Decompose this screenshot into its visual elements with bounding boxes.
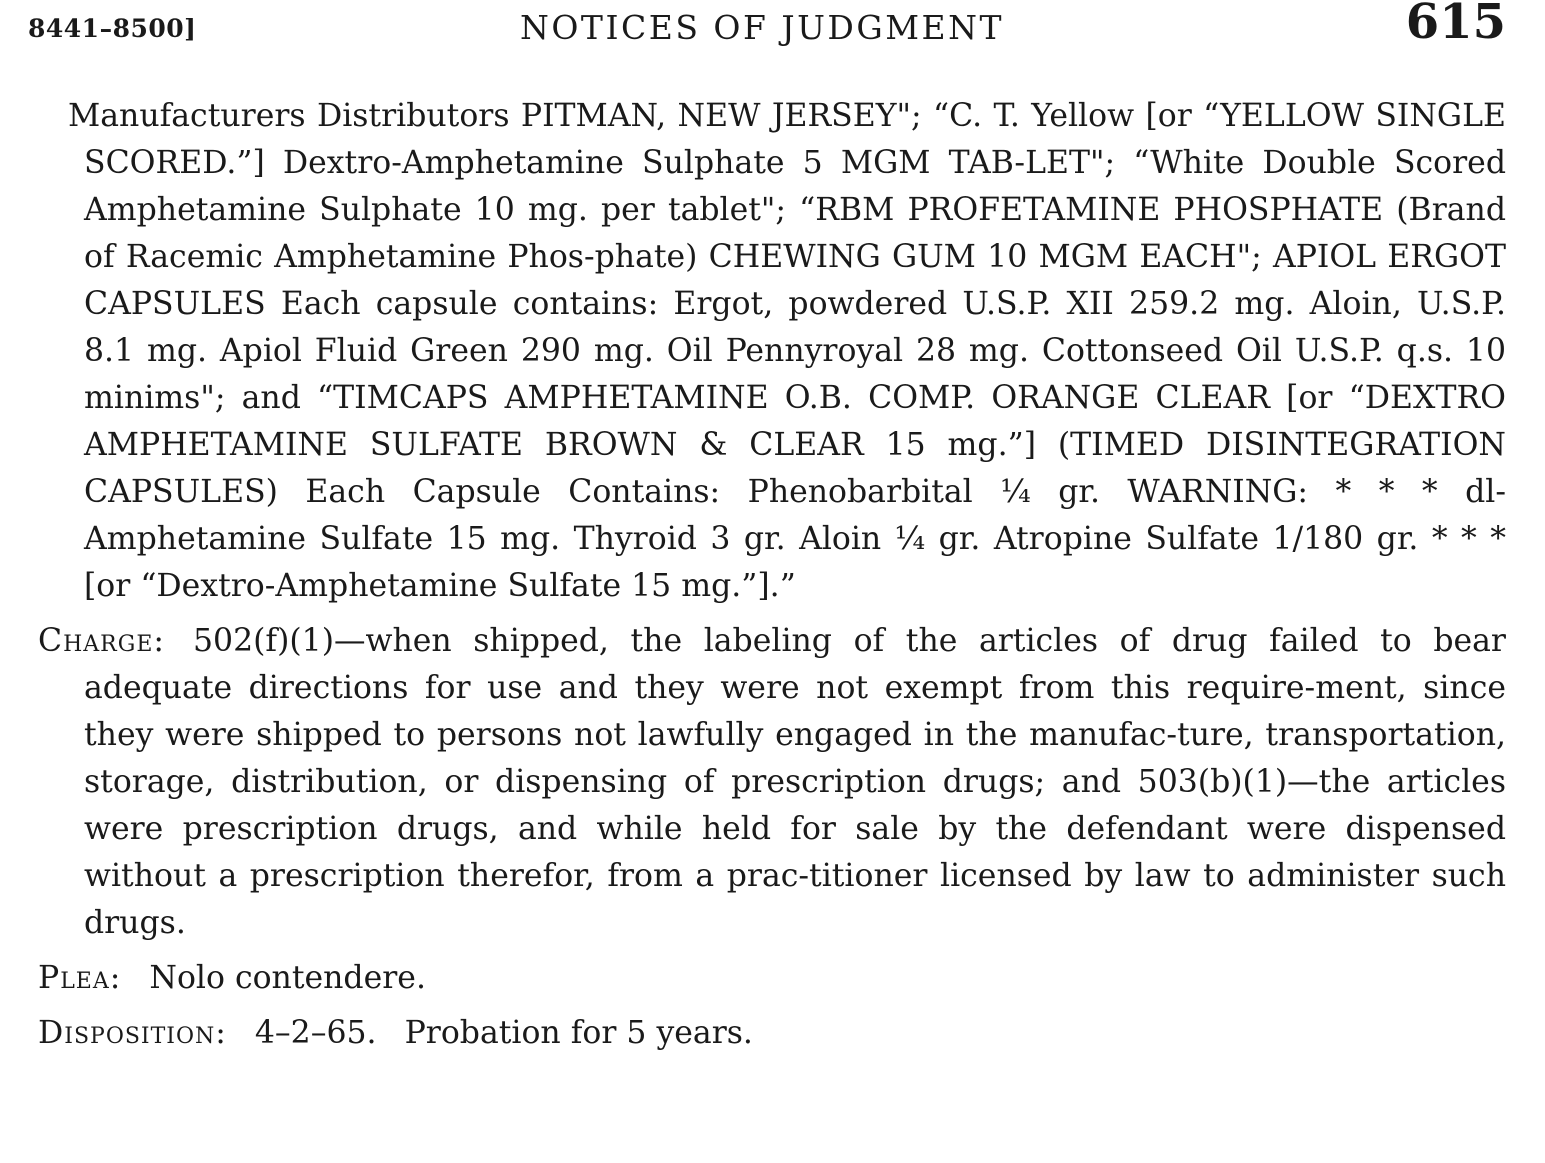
- disposition-paragraph: [38, 1010, 1506, 1057]
- disposition-text: Probation for 5 years.: [404, 1015, 753, 1051]
- charge-text: 502(f)(1)—when shipped, the labeling of the articles of drug failed to bear adequate directions for use and they were not exempt from this require-ment, since they were shipped to persons not lawfully engaged in the manufac-ture, transportation, storage, distribution, or dispensing of prescription drugs; and 503(b)(1)—the articles were prescription drugs, and while held for sale by the defendant were dispensed without a prescription therefor, from a prac-titioner licensed by law to administer such drugs.: [84, 623, 1506, 941]
- disposition-label: Disposition:: [38, 1015, 227, 1051]
- plea-paragraph: [38, 955, 1506, 1002]
- charge-paragraph: [38, 618, 1506, 947]
- notice-range: 8441–8500]: [28, 14, 197, 43]
- page-title: NOTICES OF JUDGMENT: [520, 8, 1004, 47]
- page-number: 615: [1405, 0, 1506, 50]
- plea-text: Nolo contendere.: [149, 960, 426, 996]
- running-head: [28, 0, 1506, 56]
- labeling-paragraph: Manufacturers Distributors PITMAN, NEW JERSEY"; “C. T. Yellow [or “YELLOW SINGLE SCORED.”] Dextro-Amphetamine Sulphate 5 MGM TAB-LET"; “White Double Scored Amphetamine Sulphate 10 mg. per tablet"; “RBM PROFETAMINE PHOSPHATE (Brand of Racemic Amphetamine Phos-phate) CHEWING GUM 10 MGM EACH"; APIOL ERGOT CAPSULES Each capsule contains: Ergot, powdered U.S.P. XII 259.2 mg. Aloin, U.S.P. 8.1 mg. Apiol Fluid Green 290 mg. Oil Pennyroyal 28 mg. Cottonseed Oil U.S.P. q.s. 10 minims"; and “TIMCAPS AMPHETAMINE O.B. COMP. ORANGE CLEAR [or “DEXTRO AMPHETAMINE SULFATE BROWN & CLEAR 15 mg.”] (TIMED DISINTEGRATION CAPSULES) Each Capsule Contains: Phenobarbital ¼ gr. WARNING: * * * dl-Amphetamine Sulfate 15 mg. Thyroid 3 gr. Aloin ¼ gr. Atropine Sulfate 1/180 gr. * * * [or “Dextro-Amphetamine Sulfate 15 mg.”].”: [68, 98, 1506, 604]
- charge-label: Charge:: [38, 623, 165, 659]
- plea-label: Plea:: [38, 960, 122, 996]
- notice-body: [38, 93, 1506, 1057]
- disposition-date: 4–2–65.: [254, 1015, 377, 1051]
